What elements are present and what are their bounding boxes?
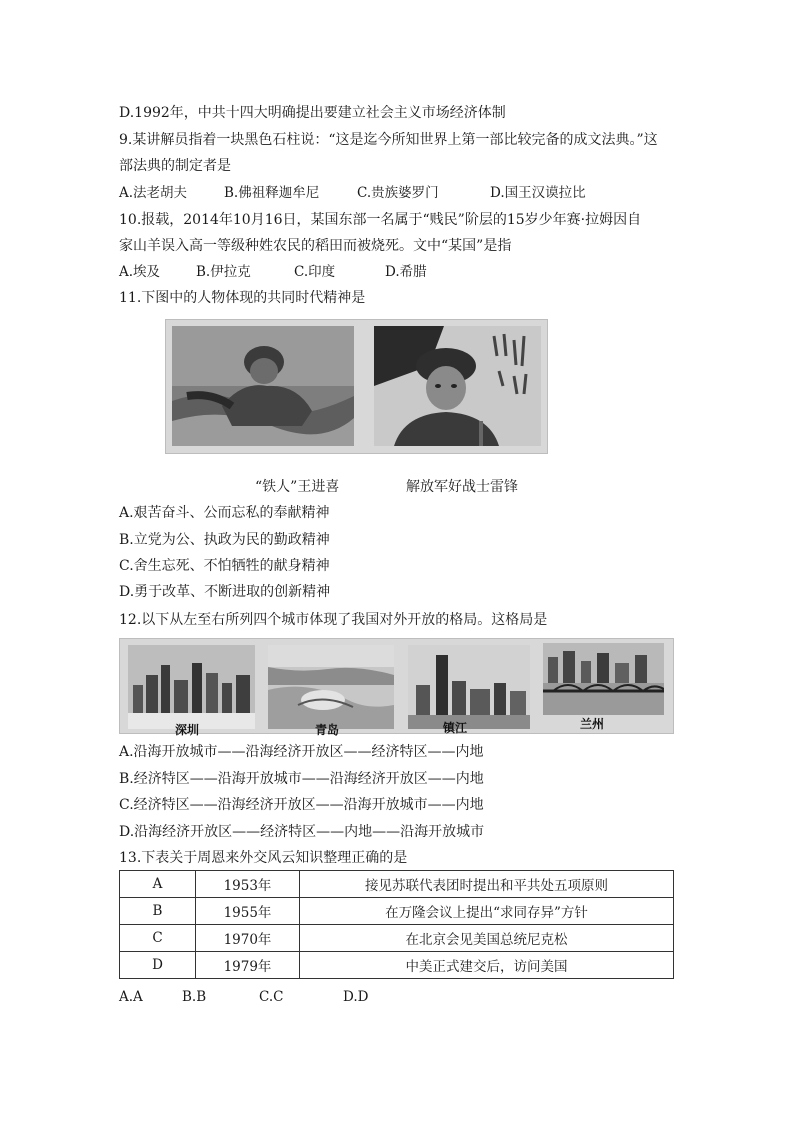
q12-option-a: A.沿海开放城市——沿海经济开放区——经济特区——内地	[119, 744, 484, 760]
q12-option-b: B.经济特区——沿海开放城市——沿海经济开放区——内地	[119, 771, 484, 787]
city-label-zhenjiang: 镇江	[443, 721, 468, 735]
city-label-shenzhen: 深圳	[175, 723, 200, 737]
table-cell: B	[120, 898, 196, 925]
q9-option-b: B.佛祖释迦牟尼	[224, 185, 320, 201]
q10-option-d: D.希腊	[385, 264, 427, 280]
q9-stem-line1: 9.某讲解员指着一块黑色石柱说：“这是迄今所知世界上第一部比较完备的成文法典。”这	[119, 132, 658, 148]
table-cell: 接见苏联代表团时提出和平共处五项原则	[300, 871, 674, 898]
q10-option-a: A.埃及	[119, 264, 161, 280]
q10-stem-line1: 10.报载，2014年10月16日，某国东部一名属于“贱民”阶层的15岁少年赛·拉姆因自	[119, 212, 642, 228]
q10-option-b: B.伊拉克	[196, 264, 251, 280]
table-cell: D	[120, 952, 196, 979]
q12-stem: 12.以下从左至右所列四个城市体现了我国对外开放的格局。这格局是	[119, 612, 548, 628]
table-row	[120, 925, 674, 952]
q13-table	[119, 870, 674, 979]
table-cell: A	[120, 871, 196, 898]
q9-stem-line2: 部法典的制定者是	[119, 158, 231, 174]
q9-option-c: C.贵族婆罗门	[357, 185, 439, 201]
q11-option-d: D.勇于改革、不断进取的创新精神	[119, 584, 331, 600]
q13-option-d: D.D	[343, 989, 369, 1005]
table-cell: 在万隆会议上提出“求同存异”方针	[300, 898, 674, 925]
q9-options	[119, 183, 586, 203]
city-label-lanzhou: 兰州	[580, 717, 605, 731]
table-cell: 在北京会见美国总统尼克松	[300, 925, 674, 952]
q13-options	[119, 987, 368, 1007]
q11-option-c: C.舍生忘死、不怕牺牲的献身精神	[119, 558, 330, 574]
q10-option-c: C.印度	[294, 264, 336, 280]
q13-option-b: B.B	[182, 989, 207, 1005]
q8-option-d: D.1992年，中共十四大明确提出要建立社会主义市场经济体制	[119, 105, 506, 121]
table-row	[120, 952, 674, 979]
q10-stem-line2: 家山羊误入高一等级种姓农民的稻田而被烧死。文中“某国”是指	[119, 238, 512, 254]
q11-option-a: A.艰苦奋斗、公而忘私的奉献精神	[119, 505, 330, 521]
qingdao-photo	[268, 645, 394, 729]
q13-option-c: C.C	[259, 989, 284, 1005]
q11-caption-wang-jinxi: “铁人”王进喜	[255, 479, 340, 495]
q9-option-d: D.国王汉谟拉比	[490, 185, 586, 201]
q11-option-b: B.立党为公、执政为民的勤政精神	[119, 532, 330, 548]
lei-feng-photo	[374, 326, 541, 446]
q11-stem: 11.下图中的人物体现的共同时代精神是	[119, 290, 366, 306]
shenzhen-photo	[128, 645, 255, 729]
table-cell: 中美正式建交后，访问美国	[300, 952, 674, 979]
q12-option-d: D.沿海经济开放区——经济特区——内地——沿海开放城市	[119, 824, 485, 840]
wang-jinxi-photo	[172, 326, 354, 446]
zhenjiang-photo	[408, 645, 530, 729]
table-cell: 1970年	[196, 925, 300, 952]
table-cell: 1953年	[196, 871, 300, 898]
table-row	[120, 898, 674, 925]
q13-option-a: A.A	[119, 989, 143, 1005]
table-row	[120, 871, 674, 898]
table-cell: C	[120, 925, 196, 952]
q10-options	[119, 262, 427, 282]
q12-option-c: C.经济特区——沿海经济开放区——沿海开放城市——内地	[119, 797, 484, 813]
q11-caption-lei-feng: 解放军好战士雷锋	[406, 479, 518, 495]
q9-option-a: A.法老胡夫	[119, 185, 188, 201]
table-cell: 1955年	[196, 898, 300, 925]
q13-stem: 13.下表关于周恩来外交风云知识整理正确的是	[119, 850, 408, 866]
city-label-qingdao: 青岛	[315, 723, 340, 737]
q12-photo-strip	[119, 638, 674, 737]
q11-photo-frame	[165, 319, 548, 454]
lanzhou-photo	[543, 643, 664, 715]
table-cell: 1979年	[196, 952, 300, 979]
